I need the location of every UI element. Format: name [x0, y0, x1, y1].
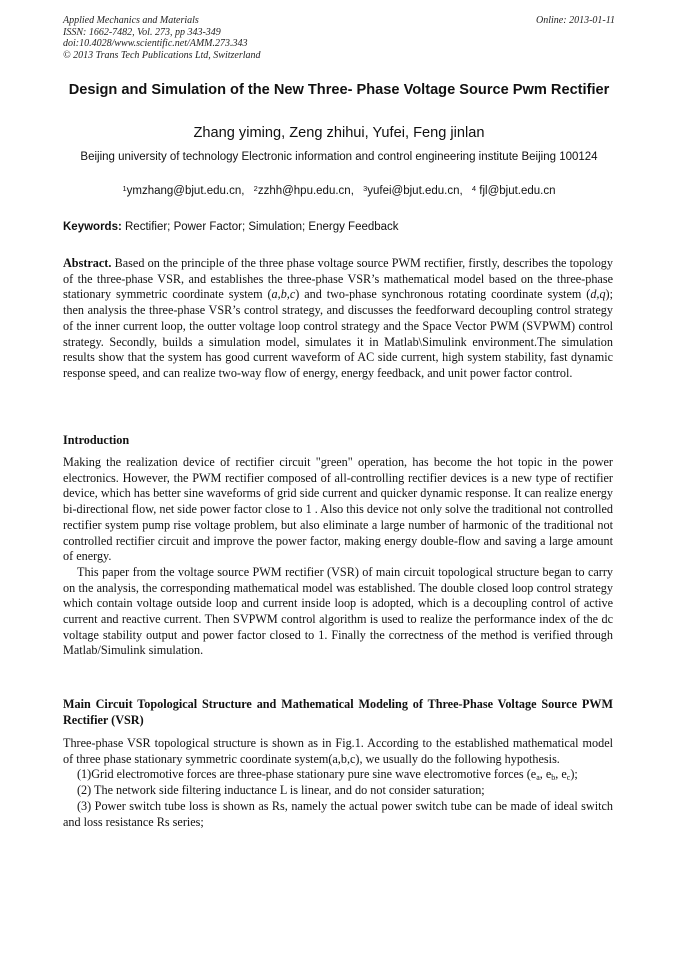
- paragraph: Making the realization device of rectifier circuit "green" operation, has become the hot topic in the power electronics. However, the PWM rectifier composed of all-controlling rectifier devices is a new type of rectifier device, which has better sine waveforms of grid side current and quicker dynamic response. It can realize energy bi-directional flow, net side power factor close to 1 . Also this device not only solve the traditional not controlled rectifier system pump rise voltage problem, but also eliminate a large number of harmonic of the traditional not controlled rectifier circuit and improve the power factor, making energy double-flow and saving a large amount of energy.: [63, 455, 613, 564]
- email-marker: 1: [122, 184, 127, 193]
- email-address[interactable]: fjl@bjut.edu.cn: [479, 185, 556, 197]
- hypothesis-text: , e: [555, 767, 567, 782]
- email-marker: 4: [471, 184, 477, 193]
- hypothesis-text: );: [570, 767, 578, 782]
- email-marker: 3: [363, 184, 368, 193]
- paper-title: Design and Simulation of the New Three- Phase Voltage Source Pwm Rectifier: [68, 82, 610, 98]
- copyright-line: © 2013 Trans Tech Publications Ltd, Switzerland: [63, 49, 261, 61]
- hypothesis-text: , e: [539, 767, 552, 782]
- abstract: [63, 256, 613, 382]
- hypothesis-2: (2) The network side filtering inductance L is linear, and do not consider saturation;: [77, 783, 485, 798]
- section-heading: Main Circuit Topological Structure and Mathematical Modeling of Three-Phase Voltage Source PWM Rectifier (VSR): [63, 697, 613, 727]
- affiliation: Beijing university of technology Electronic information and control engineering institute Beijing 100124: [80, 151, 598, 163]
- hypothesis-text: (1)Grid electromotive forces are three-phase stationary pure sine wave electromotive forces (e: [77, 767, 537, 782]
- paragraph: Three-phase VSR topological structure is shown as in Fig.1. According to the established mathematical model of three phase stationary symmetric coordinate system(a,b,c), we usually do the following hypothesis.: [63, 736, 613, 766]
- subscript: b: [551, 773, 556, 783]
- journal-info: [63, 15, 615, 61]
- journal-name: Applied Mechanics and Materials: [63, 15, 199, 26]
- paragraph: This paper from the voltage source PWM rectifier (VSR) of main circuit topological structure began to carry on the analysis, the corresponding mathematical model was established. The double closed loop control strategy which contain voltage outside loop and current inside loop is adopted, which is a decoupling control of active current and reactive current. Then SVPWM control algorithm is used to realize the performance index of the dc voltage stability output and power factor closed to 1. Finally the correctness of the method is verified through Matlab/Simulink simulation.: [63, 564, 613, 658]
- journal-header: [63, 15, 615, 61]
- abstract-text: ) and two-phase synchronous rotating coordinate system (: [295, 287, 591, 302]
- abstract-math: a,b,c: [271, 287, 296, 302]
- keywords-label: Keywords:: [63, 221, 122, 233]
- issn-line: ISSN: 1662-7482, Vol. 273, pp 343-349: [63, 26, 221, 38]
- doi-line: doi:10.4028/www.scientific.net/AMM.273.343: [63, 38, 248, 49]
- online-date: Online: 2013-01-11: [536, 15, 615, 26]
- abstract-text: ); then analysis the three-phase VSR’s control strategy, and discusses the feedforward decoupling control strategy of the inner current loop, the outter voltage loop control strategy and the Space Vector PWM (SVPWM) control strategy. Secondly, builds a simulation model, simulates it in Matlab\Simulink environment.The simulation results show that the system has good current waveform of AC side current, high system stability, fast dynamic response speed, and can realize two-way flow of energy, energy feedback, and unit power factor control.: [63, 287, 613, 380]
- email-address[interactable]: yufei@bjut.edu.cn,: [367, 185, 463, 197]
- author-list: Zhang yiming, Zeng zhihui, Yufei, Feng jinlan: [193, 125, 485, 141]
- abstract-math: d,q: [590, 287, 606, 302]
- email-marker: 2: [253, 184, 258, 193]
- subscript: c: [566, 773, 571, 783]
- hypothesis-3: (3) Power switch tube loss is shown as Rs, namely the actual power switch tube can be made of ideal switch and loss resistance Rs series;: [63, 798, 613, 829]
- hypothesis-1: [63, 767, 613, 783]
- keywords-text: Rectifier; Power Factor; Simulation; Energy Feedback: [125, 221, 399, 233]
- main-section: [63, 736, 613, 830]
- introduction-heading: Introduction: [63, 433, 130, 447]
- keywords: [63, 220, 615, 235]
- abstract-text: Based on the principle of the three phase voltage source PWM rectifier, firstly, describes the topology of the three-phase VSR, and establishes the three-phase VSR’s mathematical model based on the three-phase stationary symmetric coordinate system (: [63, 256, 613, 302]
- email-address[interactable]: ymzhang@bjut.edu.cn,: [126, 185, 245, 197]
- abstract-label: Abstract.: [63, 256, 112, 270]
- email-address[interactable]: zzhh@hpu.edu.cn,: [257, 185, 354, 197]
- introduction-section: [63, 455, 613, 659]
- subscript: a: [536, 773, 540, 783]
- email-list: [63, 184, 615, 199]
